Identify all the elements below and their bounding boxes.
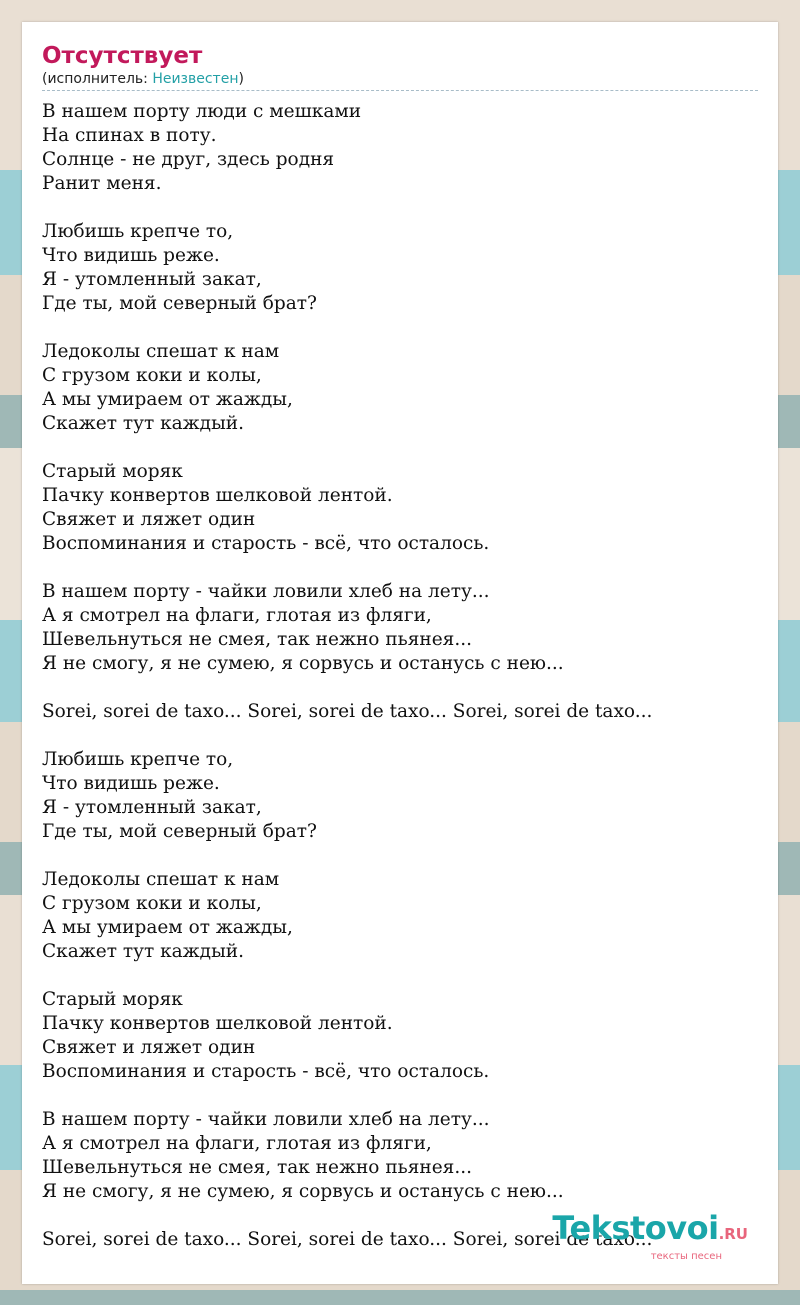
lyric-line: Шевельнуться не смея, так нежно пьянея... <box>42 629 472 650</box>
lyric-line: Где ты, мой северный брат? <box>42 293 317 314</box>
lyric-line: Я - утомленный закат, <box>42 797 262 818</box>
lyric-line: Sorei, sorei de taxo... Sorei, sorei de taxo... Sorei, sorei de taxo... <box>42 1229 653 1250</box>
lyrics-text <box>42 100 758 1252</box>
lyric-line: Я - утомленный закат, <box>42 269 262 290</box>
lyric-line: Скажет тут каждый. <box>42 413 245 434</box>
logo-tld: .RU <box>718 1225 748 1243</box>
logo-main-text: Tekstovoi <box>552 1209 719 1247</box>
lyric-line: Свяжет и ляжет один <box>42 509 256 530</box>
lyric-line: Где ты, мой северный брат? <box>42 821 317 842</box>
lyric-line: А я смотрел на флаги, глотая из фляги, <box>42 605 432 626</box>
lyric-line: Воспоминания и старость - всё, что осталось. <box>42 533 490 554</box>
stanza <box>42 100 758 196</box>
stanza <box>42 340 758 436</box>
lyric-line: А мы умираем от жажды, <box>42 917 293 938</box>
lyric-line: В нашем порту - чайки ловили хлеб на лету... <box>42 1109 490 1130</box>
stanza <box>42 460 758 556</box>
lyric-line: Воспоминания и старость - всё, что осталось. <box>42 1061 490 1082</box>
artist-prefix: (исполнитель: <box>42 71 153 87</box>
lyric-line: Ледоколы спешат к нам <box>42 869 280 890</box>
stanza <box>42 1108 758 1204</box>
lyric-line: Что видишь реже. <box>42 773 220 794</box>
lyric-line: Пачку конвертов шелковой лентой. <box>42 485 393 506</box>
lyrics-card <box>22 22 778 1284</box>
stanza <box>42 868 758 964</box>
lyric-line: Шевельнуться не смея, так нежно пьянея... <box>42 1157 472 1178</box>
lyric-line: Старый моряк <box>42 461 183 482</box>
artist-line <box>42 70 758 91</box>
lyric-line: С грузом коки и колы, <box>42 893 262 914</box>
lyric-line: На спинах в поту. <box>42 125 217 146</box>
lyric-line: Любишь крепче то, <box>42 221 234 242</box>
stanza <box>42 988 758 1084</box>
lyric-line: Старый моряк <box>42 989 183 1010</box>
stanza <box>42 220 758 316</box>
artist-link[interactable]: Неизвестен <box>152 71 239 87</box>
stanza <box>42 748 758 844</box>
lyric-line: А мы умираем от жажды, <box>42 389 293 410</box>
lyric-line: Свяжет и ляжет один <box>42 1037 256 1058</box>
stanza <box>42 580 758 676</box>
lyric-line: Любишь крепче то, <box>42 749 234 770</box>
site-logo[interactable] <box>552 1211 748 1262</box>
lyric-line: Солнце - не друг, здесь родня <box>42 149 335 170</box>
lyric-line: Sorei, sorei de taxo... Sorei, sorei de taxo... Sorei, sorei de taxo... <box>42 701 653 722</box>
artist-suffix: ) <box>238 71 244 87</box>
lyric-line: В нашем порту - чайки ловили хлеб на лету... <box>42 581 490 602</box>
logo-tagline: тексты песен <box>650 1251 722 1262</box>
lyric-line: А я смотрел на флаги, глотая из фляги, <box>42 1133 432 1154</box>
lyric-line: Я не смогу, я не сумею, я сорвусь и останусь с нею... <box>42 653 564 674</box>
stanza <box>42 700 758 724</box>
lyric-line: Ранит меня. <box>42 173 162 194</box>
lyric-line: Скажет тут каждый. <box>42 941 245 962</box>
lyric-line: Ледоколы спешат к нам <box>42 341 280 362</box>
lyric-line: Пачку конвертов шелковой лентой. <box>42 1013 393 1034</box>
lyric-line: С грузом коки и колы, <box>42 365 262 386</box>
lyric-line: Я не смогу, я не сумею, я сорвусь и останусь с нею... <box>42 1181 564 1202</box>
lyric-line: Что видишь реже. <box>42 245 220 266</box>
lyric-line: В нашем порту люди с мешками <box>42 101 362 122</box>
song-title: Отсутствует <box>42 43 203 69</box>
